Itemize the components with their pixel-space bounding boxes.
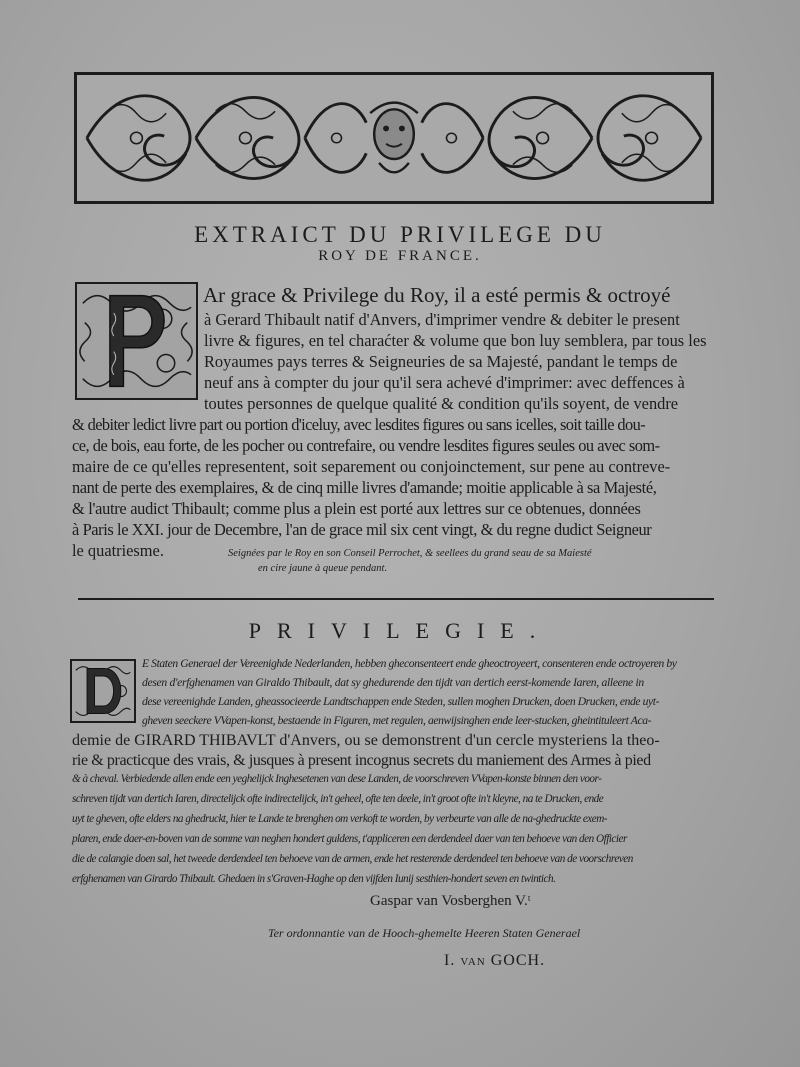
dutch-line-7: & à cheval. Verbiedende allen ende een yeghelijck Inghesetenen van dese Landen, de voorschreven VVapen-konste binnen den voor- <box>72 773 602 785</box>
french-line-8: ce, de bois, eau forte, de les pocher ou contrefaire, ou vendre lesdites figures seules ou avec som- <box>72 436 660 455</box>
dropcap-p-ornament <box>75 282 198 400</box>
french-line-3: livre & figures, en tel charaćter & volume que bon luy semblera, par tous les <box>204 331 707 350</box>
french-line-2: à Gerard Thibault natif d'Anvers, d'imprimer vendre & debiter le present <box>204 310 680 329</box>
french-line-13: le quatriesme. <box>72 541 164 560</box>
dutch-line-2: desen d'erfghenamen van Giraldo Thibault, dat sy ghedurende den tijdt van dertich eerst-komende Iaren, alleene in <box>142 676 644 689</box>
dutch-line-6: rie & practicque des vrais, & jusques à present incognus secrets du maniement des Armes à pied <box>72 752 651 769</box>
french-line-12: à Paris le XXI. jour de Decembre, l'an de grace mil six cent vingt, & du regne dudict Seigneur <box>72 520 652 539</box>
letter-p-ornament-icon <box>77 284 196 398</box>
french-line-1: Ar grace & Privilege du Roy, il a esté permis & octroyé <box>203 283 671 307</box>
french-line-5: neuf ans à compter du jour qu'il sera achevé d'imprimer: avec deffences à <box>204 373 685 392</box>
dutch-line-1: E Staten Generael der Vereenighde Nederlanden, hebben gheconsenteert ende gheoctroyeert, consenteren ende octroyeren by <box>142 657 677 670</box>
dutch-line-9: uyt te gheven, ofte elders na ghedruckt, hier te Lande te brenghen om verkoft te worden, by verbeurte van alle de na-ghedruckte exem- <box>72 813 608 825</box>
section-divider <box>78 598 714 600</box>
french-signature-line-1: Seignées par le Roy en son Conseil Perrochet, & seellees du grand seau de sa Maiesté <box>228 548 592 559</box>
french-line-6: toutes personnes de quelque qualité & condition qu'ils soyent, de vendre <box>204 394 679 413</box>
french-line-11: & l'autre audict Thibault; comme plus a plein est porté aux lettres sur ce obtenues, données <box>72 499 641 518</box>
dutch-line-3: dese vereenighde Landen, gheassocieerde Landtschappen ende Steden, sullen moghen Drucken, doen Drucken, ende uyt- <box>142 695 660 708</box>
dutch-line-8: schreven tijdt van dertich Iaren, directelijck ofte indirectelijck, in't geheel, ofte ten deele, in't groot ofte in't kleyne, na te Drucken, ende <box>72 793 604 805</box>
ornamental-header-banner <box>74 72 714 204</box>
privilegie-title: PRIVILEGIE. <box>248 618 552 643</box>
dutch-line-12: erfghenamen van Girardo Thibault. Ghedaen in s'Graven-Haghe op den vijfden Iunij sesthien-hondert seven en twintich. <box>72 873 556 885</box>
signature-vosberghen: Gaspar van Vosberghen V.ᵗ <box>370 893 531 909</box>
dutch-line-10: plaren, ende daer-en-boven van de somme van neghen hondert guldens, t'appliceren een derdendeel daer van ten behoeve van den Officier <box>72 833 627 845</box>
french-line-9: maire de ce qu'elles representent, soit separement ou conjoinctement, sur pene au contreve- <box>72 457 671 476</box>
letter-d-ornament-icon <box>72 661 134 721</box>
page-subtitle: ROY DE FRANCE. <box>318 248 482 264</box>
french-line-10: nant de perte des exemplaires, & de cinq mille livres d'amande; moitie applicable à sa Majesté, <box>72 478 657 497</box>
scrollwork-ornament-icon <box>77 75 711 201</box>
dutch-line-4: gheven seeckere VVapen-konst, bestaende in Figuren, met regulen, aenwijsinghen ende leer-stucken, gheintituleert Aca- <box>142 714 652 727</box>
signature-van-goch: I. van GOCH. <box>444 952 546 969</box>
page-title: EXTRAICT DU PRIVILEGE DU <box>194 222 606 247</box>
french-line-7: & debiter ledict livre part ou portion d'iceluy, avec lesdites figures ou sans icelles, soit taille dou- <box>72 415 646 434</box>
dropcap-d-ornament <box>70 659 136 723</box>
dutch-line-5: demie de GIRARD THIBAVLT d'Anvers, ou se demonstrent d'un cercle mysteriens la theo- <box>72 732 660 749</box>
french-signature-line-2: en cire jaune à queue pendant. <box>258 563 388 574</box>
french-line-4: Royaumes pays terres & Seigneuries de sa Majesté, pandant le temps de <box>204 352 678 371</box>
ordonnance-line: Ter ordonnantie van de Hooch-ghemelte Heeren Staten Generael <box>268 926 581 940</box>
dutch-line-11: die de calangie doen sal, het tweede derdendeel ten behoeve van de armen, ende het resterende derdendeel ten behoeve van de voorschreven <box>72 853 633 865</box>
